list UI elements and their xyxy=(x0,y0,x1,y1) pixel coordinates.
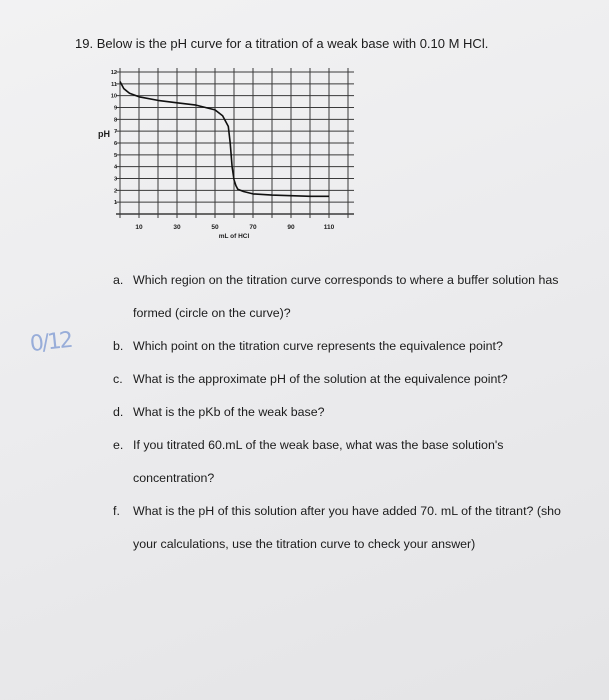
question-part-text: Which point on the titration curve represents the equivalence point? xyxy=(133,339,503,353)
x-tick-label: 30 xyxy=(173,224,181,231)
question-prompt: Below is the pH curve for a titration of a weak base with 0.10 M HCl. xyxy=(96,36,489,51)
question-part-letter: b. xyxy=(113,339,124,353)
y-axis-label: pH xyxy=(98,129,110,140)
x-tick-label: 10 xyxy=(135,224,143,231)
y-tick-label: 8 xyxy=(113,117,117,124)
question-part-letter: c. xyxy=(113,372,123,386)
question-part-continuation: formed (circle on the curve)? xyxy=(133,306,291,320)
x-tick-label: 90 xyxy=(287,224,295,231)
question-header xyxy=(75,36,488,51)
y-tick-label: 5 xyxy=(113,152,117,159)
question-part-letter: f. xyxy=(113,504,120,518)
x-tick-label: 110 xyxy=(323,224,335,231)
question-part-text: What is the pH of this solution after you have added 70. mL of the titrant? (sho xyxy=(133,504,561,518)
ph-curve-line xyxy=(120,82,329,197)
question-part-continuation: your calculations, use the titration curve to check your answer) xyxy=(133,537,476,551)
x-tick-label: 50 xyxy=(211,224,219,231)
y-tick-label: 9 xyxy=(113,105,117,112)
question-part-text: What is the pKb of the weak base? xyxy=(133,405,325,419)
ph-titration-chart xyxy=(80,60,370,250)
y-tick-label: 6 xyxy=(113,141,117,147)
y-tick-label: 3 xyxy=(113,176,117,183)
y-tick-label: 4 xyxy=(113,164,117,171)
x-axis-label: mL of HCl xyxy=(218,233,250,240)
y-tick-label: 12 xyxy=(110,70,117,76)
question-part-text: If you titrated 60.mL of the weak base, what was the base solution's xyxy=(133,438,504,452)
question-part-letter: e. xyxy=(113,438,124,452)
y-tick-label: 10 xyxy=(110,93,117,100)
y-tick-label: 7 xyxy=(113,129,117,136)
x-tick-label: 70 xyxy=(249,224,257,231)
question-part-text: What is the approximate pH of the solution at the equivalence point? xyxy=(133,372,508,386)
handwritten-score: 0/12 xyxy=(28,327,73,358)
question-part-letter: a. xyxy=(113,273,124,287)
y-tick-label: 1 xyxy=(113,200,117,207)
question-part-text: Which region on the titration curve corresponds to where a buffer solution has xyxy=(133,273,559,287)
question-number: 19. xyxy=(75,36,94,51)
y-tick-label: 11 xyxy=(111,81,117,88)
y-tick-label: 2 xyxy=(113,188,117,195)
question-part-continuation: concentration? xyxy=(133,471,215,485)
question-part-letter: d. xyxy=(113,405,124,419)
